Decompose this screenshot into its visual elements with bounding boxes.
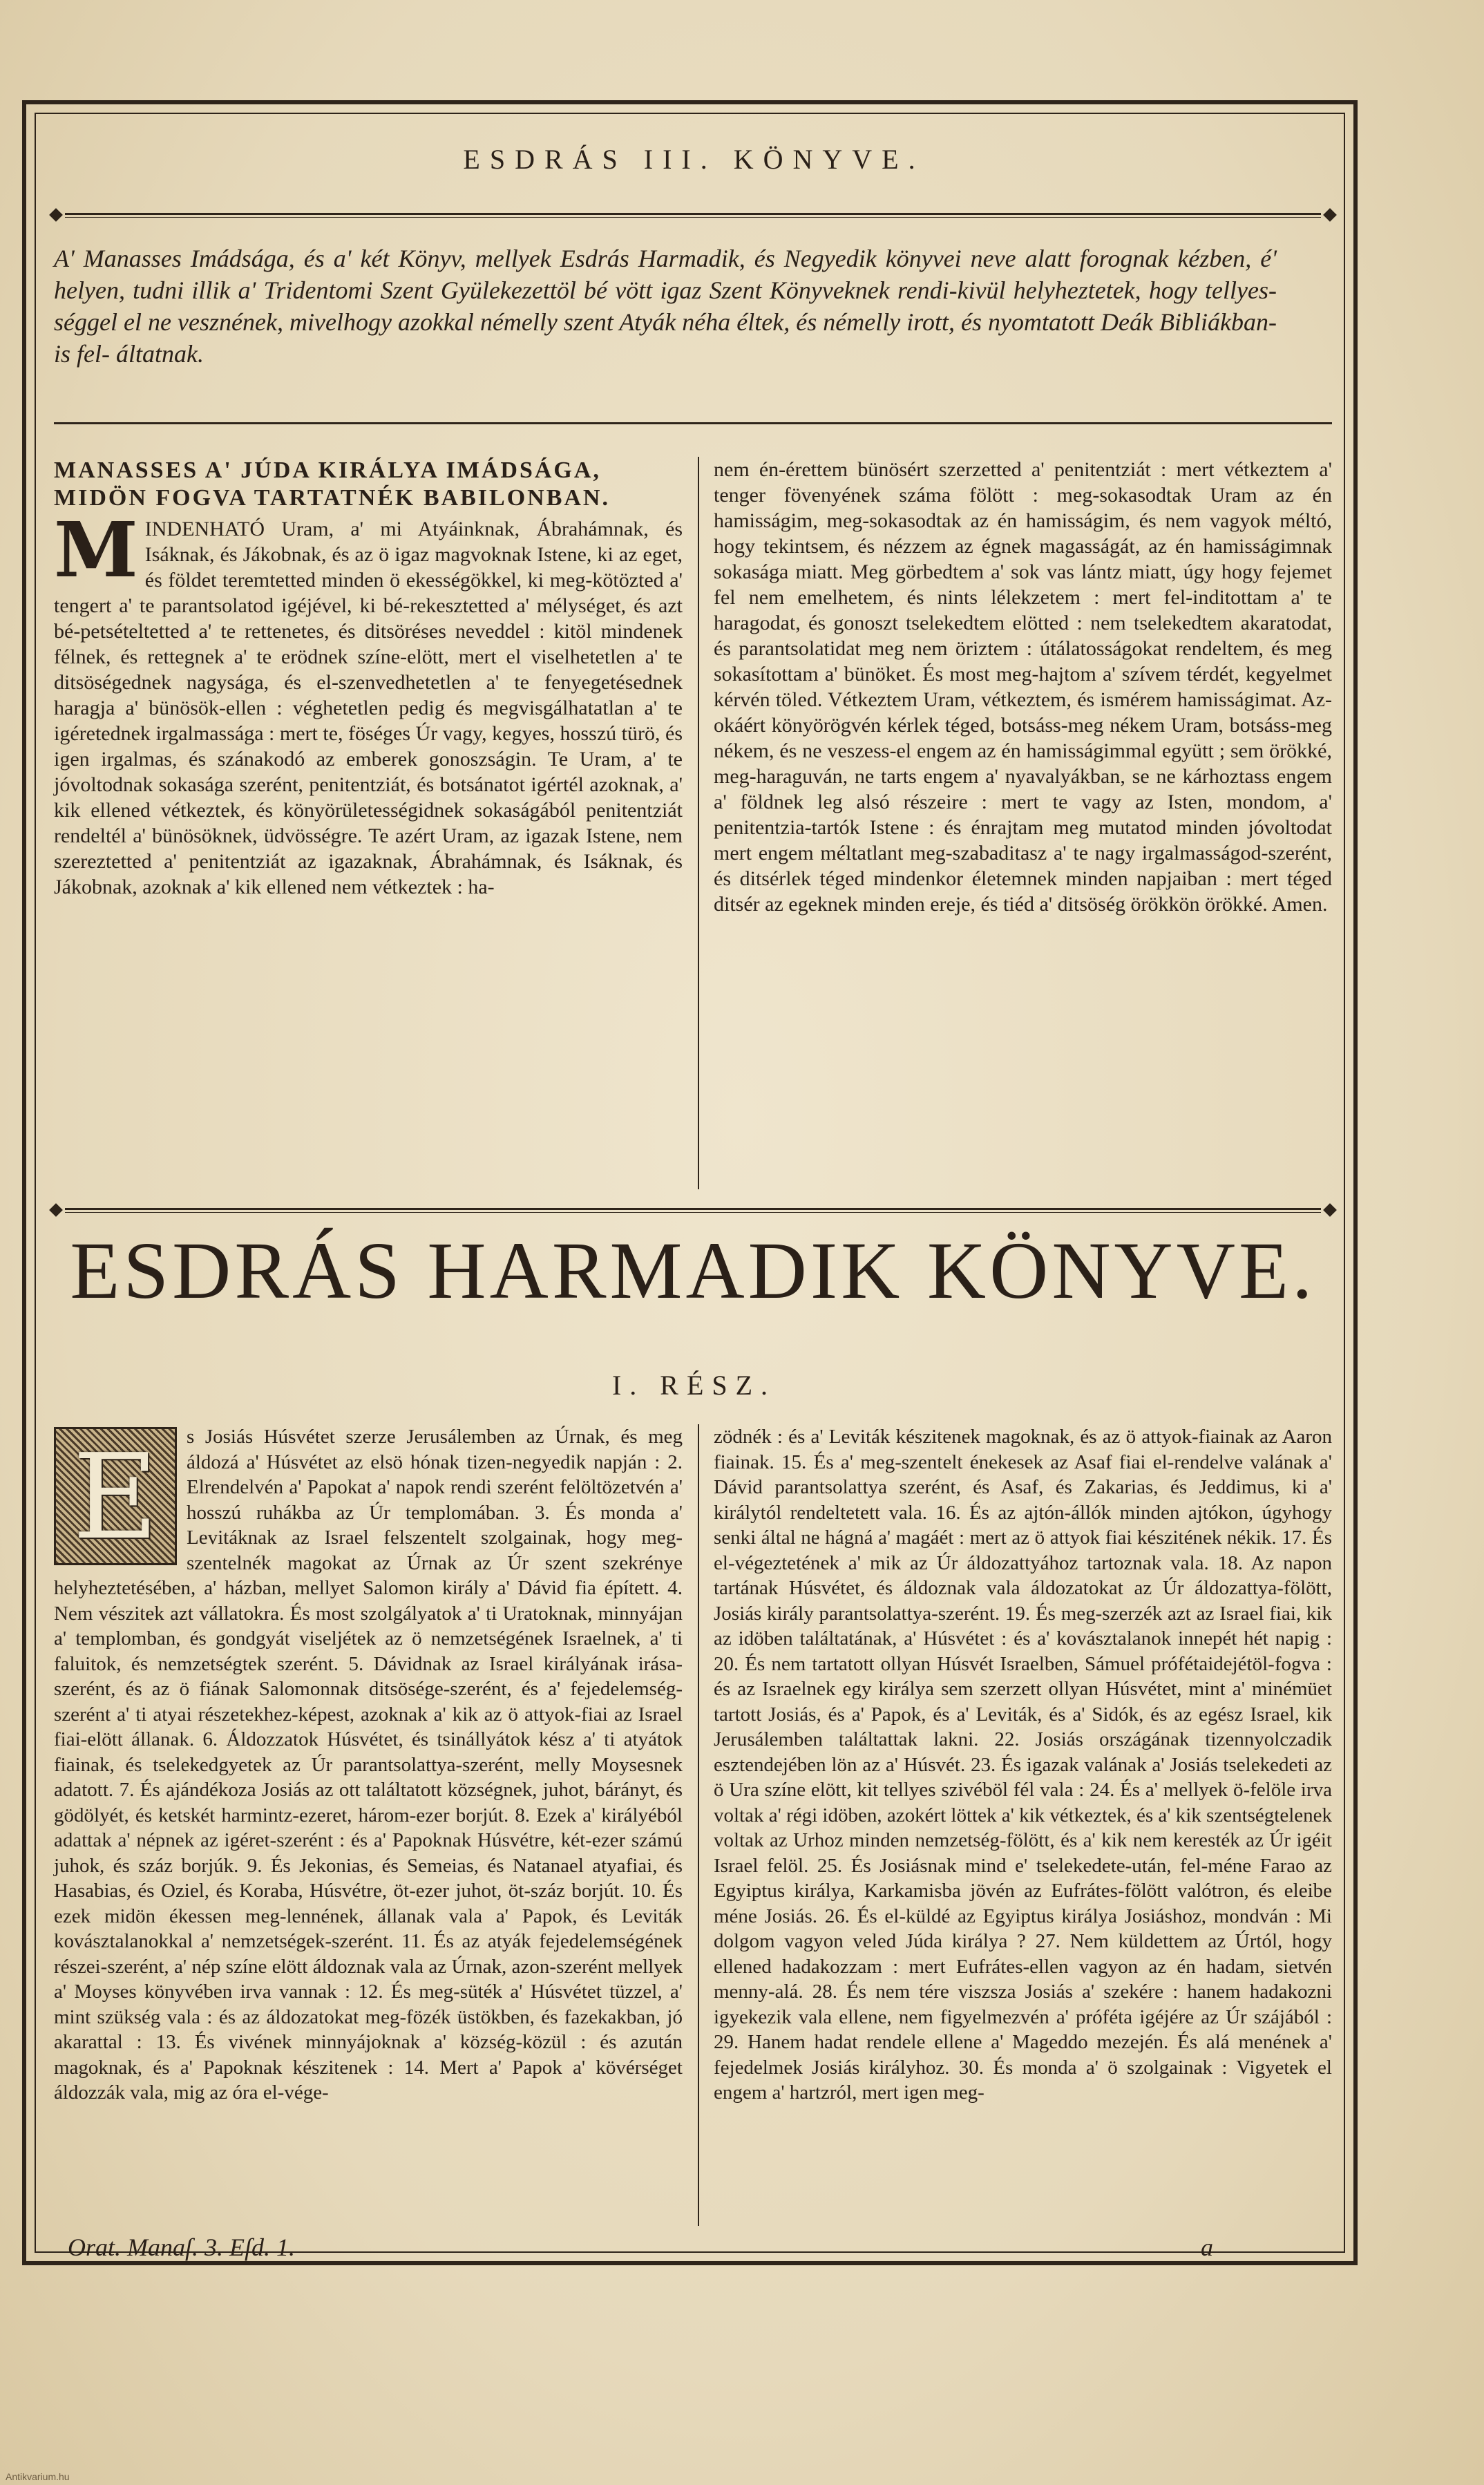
watermark: Antikvarium.hu xyxy=(6,2471,70,2482)
chapter-heading: I. RÉSZ. xyxy=(611,1370,777,1401)
prayer-dropcap: M xyxy=(54,505,138,594)
chapter-left-column xyxy=(54,1424,683,2106)
chapter-right-column xyxy=(714,1424,1332,2106)
column-divider-chapter xyxy=(698,1424,699,2226)
signature-mark: a xyxy=(1201,2233,1213,2261)
running-head: ESDRÁS III. KÖNYVE. xyxy=(463,144,925,175)
prayer-left-column xyxy=(54,457,683,900)
footer-reference: Orat. Manaſ. 3. Eſd. 1. xyxy=(68,2233,295,2261)
chapter-dropcap-image xyxy=(54,1427,177,1565)
column-divider-prayer xyxy=(698,457,699,1189)
prayer-right-column xyxy=(714,457,1332,917)
chapter-right-text: zödnék : és a' Leviták készitenek magoknak, és az ö attyok-fiainak az Aaron fiainak. 15. És a' meg-szentelt énekesek az Asaf fiai el-rendelve valának a' Dávid parantsolattya szerént, és Asaf, és Zakarias, és Jeddimus, ki a' királytól rendeltetett vala. 16. És az ajtón-állók minden ajtókon, úgyhogy senki által ne hágná a' magáét : mert az ö attyok fiai készitének nékik. 17. És el-végeztetének a' mik az Úr áldozattyához tartoznak vala. 18. Az napon tartának Húsvétet, és áldoznak vala áldozatokat az Úr áldozattya-fölött, Josiás király parantsolattya-szerént. 19. És meg-szerzék azt az Israel fiai, kik az idöben találtatának, a' Húsvétet : és a' kovásztalanok innepét hét napig : 20. És nem tartatott ollyan Húsvét Israelben, Sámuel prófétaidejétöl-fogva : és az Israelnek egy királya sem szerzett ollyan Húsvétet, mint a' minémüet tartott Josiás, és a' Papok, és a' Leviták, és a' Sidók, és az egész Israel, kik Jerusálemben találtattak lakni. 22. Josiás országának tizennyolczadik esztendejében lön az a' Húsvét. 23. És igazak valának a' Josiás tselekedeti az ö Ura színe elött, kit tellyes szivéböl fél vala : 24. És a' mellyek ö-felöle irva voltak a' régi idöben, azokért löttek a' kik vétkeztek, és a' kik szentségtelenek voltak az Urhoz minden nemzetség-fölött, és a' kik nem keresték az Úr igéit Israel felöl. 25. És Josiásnak mind e' tselekedete-után, fel-méne Farao az Egyiptus királya, Karkamisba jövén az Eufrátes-fölött valótron, és eleibe méne Josiás. 26. És el-küldé az Egyiptus királya Josiáshoz, mondván : Mi dolgom vagyon veled Júda királya ? 27. Nem küldettem az Úrtól, hogy ellened hadakozzam : mert Eufrátes-ellen vagyon az én hadam, sietvén menny-alá. 28. És nem tére viszsza Josiás a' szekére : hanem hadakozni igyekezik vala ellene, nem figyelmezvén a' próféta igéjére az Úr szájából : 29. Hanem hadat rendele ellene a' Mageddo mezején. És alá menének a' fejedelmek Josiás királyhoz. 30. És monda a' ö szolgainak : Vigyetek el engem a' hartzról, mert igen meg- xyxy=(714,1426,1333,2104)
separator-rule xyxy=(54,422,1332,424)
chapter-left-text: s Josiás Húsvétet szerze Jerusálemben az Úrnak, és meg áldozá a' Húsvétet az elsö hónak tizen-negyedik napján : 2. Elrendelvén a' Papokat a' napok rendi szerént felöltözetvén a' hosszú ruhákba az Úr templomában. 3. És monda a' Levitáknak az Israel felszentelt szolgainak, hogy meg-szentelnék magokat az Úrnak az Úr szent szekrénye helyheztetésében, a' házban, mellyet Salomon király a' Dávid fia épített. 4. Nem vészitek azt vállatokra. És most szolgályatok a' ti Uratoknak, minnyájan a' templomban, és gondgyát viseljétek az ö nemzetségének Israelnek, a' ti faluitok, és nemzetségtek szerént. 5. Dávidnak az Israel királyának irása-szerént, és az ö fiának Salomonnak ditsösége-szerént, és a' fejedelemség-szerént a' ti atyai részetekhez-képest, azoknak a' kik az ö attyok-fiai az Israel fiai-elött állanak. 6. Áldozzatok Húsvétet, és tsinállyátok kész a' ti atyátok fiainak, és tselekedgyetek az Úr parantsolattya-szerént, melly Moysesnek adatott. 7. És ajándékoza Josiás az ott találtatott községnek, juhot, bárányt, és gödölyét, és ketskét harmintz-ezeret, három-ezer borjút. 8. Ezek a' királyéból adattak a' népnek az igéret-szerént : és a' Papoknak Húsvétre, két-ezer számú juhok, és száz borjúk. 9. És Jekonias, és Semeias, és Natanael atyafiai, és Hasabias, és Oziel, és Koraba, Húsvétre, öt-ezer juhot, öt-száz borjút. 10. És ezek midön ékessen meg-lennének, állanak vala a' Papok, és Leviták kovásztalanokkal a' nemzetségek-szerént. 11. És az atyák fejedelemségének részei-szerént, a' nép színe elött áldoznak vala az Úrnak, azon-szerént mellyek a' Moyses könyvében irva vannak : 12. És meg-süték a' Húsvétet tüzzel, a' mint szükség vala : és az áldozatokat meg-fözék üstökben, és fazekakban, jó akarattal : 13. És vivének minnyájoknak a' község-közül : és azután magoknak, és a' Papoknak készitenek : 14. Mert a' Papok a' kövérséget áldozzák vala, mig az óra el-vége- xyxy=(54,1426,683,2104)
prayer-heading: MANASSES A' JÚDA KIRÁLYA IMÁDSÁGA, MIDÖN FOGVA TARTATNÉK BABILONBAN. xyxy=(54,457,610,511)
prayer-left-text: INDENHATÓ Uram, a' mi Atyáinknak, Ábrahámnak, és Isáknak, és Jákobnak, és az ö igaz magvoknak Istene, ki az eget, és földet teremtetted minden ö ekességökkel, ki meg-kötözted a' tengert a' te parantsolatod igéjével, ki bé-rekesztetted a' mélységet, és azt bé-petsételtetted a' te rettenetes, és ditsöréses neveddel : kitöl mindenek félnek, és rettegnek a' te erödnek színe-elött, mert el viselhetetlen a' te ditsöségednek nagysága, és el-szenvedhetetlen a' te fenyegetésednek haragja a' bünösök-ellen : véghetetlen pedig és megvisgálhatatlan a' te igéretednek irgalmassága : mert te, föséges Úr vagy, kegyes, hosszú türö, és igen irgalmas, és szánakodó az emberek gonoszságin. Te Uram, a' te jóvoltodnak sokasága szerént, penitentziát, és botsánatot igértél azoknak, a' kik ellened vétkeztek, és könyörületességidnek sokaságából penitentziát rendeltél a' bünösöknek, üdvösségre. Te azért Uram, az igazak Istene, nem szereztetted a' penitentziát az igazaknak, Ábrahámnak, és Isáknak, és Jákobnak, azoknak a' kik ellened nem vétkeztek : ha- xyxy=(54,518,683,898)
ornamental-rule-middle xyxy=(47,1203,1339,1217)
page-frame xyxy=(22,100,1358,2265)
intro-paragraph: A' Manasses Imádsága, és a' két Könyv, mellyek Esdrás Harmadik, és Negyedik könyvei neve alatt forognak kézben, é' helyen, tudni illik a' Tridentomi Szent Gyülekezettöl bé vött igaz Szent Könyveknek rendi-kivül helyheztetek, hogy tellyes-séggel el ne vesznének, mivelhogy azokkal némelly szent Atyák néha éltek, és némelly irott, és nyomtatott Deák Bibliákban-is fel- áltatnak. xyxy=(54,245,1277,368)
prayer-right-text: nem én-érettem bünösért szerzetted a' penitentziát : mert vétkeztem a' tenger fövenyének száma fölött : meg-sokasodtak Uram az én hamisságim, meg-sokasodtak az én hamisságim, és nem vagyok méltó, hogy tekintsem, és nézzem az égnek magasságát, az én hamisságimnak sokasága miatt. Meg görbedtem a' sok vas lántz miatt, úgy hogy fejemet fel nem emelhetem, és nints lélekzetem : mert fel-inditottam a' te haragodat, és gonoszt tselekedtem elötted : nem tselekedtem akaratodat, és parantsolatidat meg nem öriztem : útálatosságokat rendeltem, és meg sokasítottam a' bünöket. És most meg-hajtom a' szívem térdét, kegyelmet kérvén töled. Vétkeztem Uram, vétkeztem, és ismérem hamisságimat. Az-okáért könyörögvén kérlek téged, botsáss-meg nékem Uram, botsáss-meg nékem, és ne veszess-el engem az én hamisságimmal együtt ; sem örökké, meg-haraguván, ne tarts engem a' nyavalyákban, se ne kárhoztass engem a' földnek leg alsó részeire : mert te vagy az Isten, mondom, a' penitentzia-tartók Istene : és énrajtam meg mutatod minden jóvoltodat mert engem méltatlant meg-szabaditasz a' te nagy irgalmasságod-szerént, és ditsérlek téged mindenkor életemnek minden napjaiban : mert téged ditsér az egeknek minden ereje, és tiéd a' ditsöség örökkön örökké. Amen. xyxy=(714,458,1332,916)
book-title: ESDRÁS HARMADIK KÖNYVE. xyxy=(70,1225,1316,1316)
ornamental-rule-top xyxy=(47,208,1339,222)
chapter-dropcap-letter: E xyxy=(72,1429,159,1566)
